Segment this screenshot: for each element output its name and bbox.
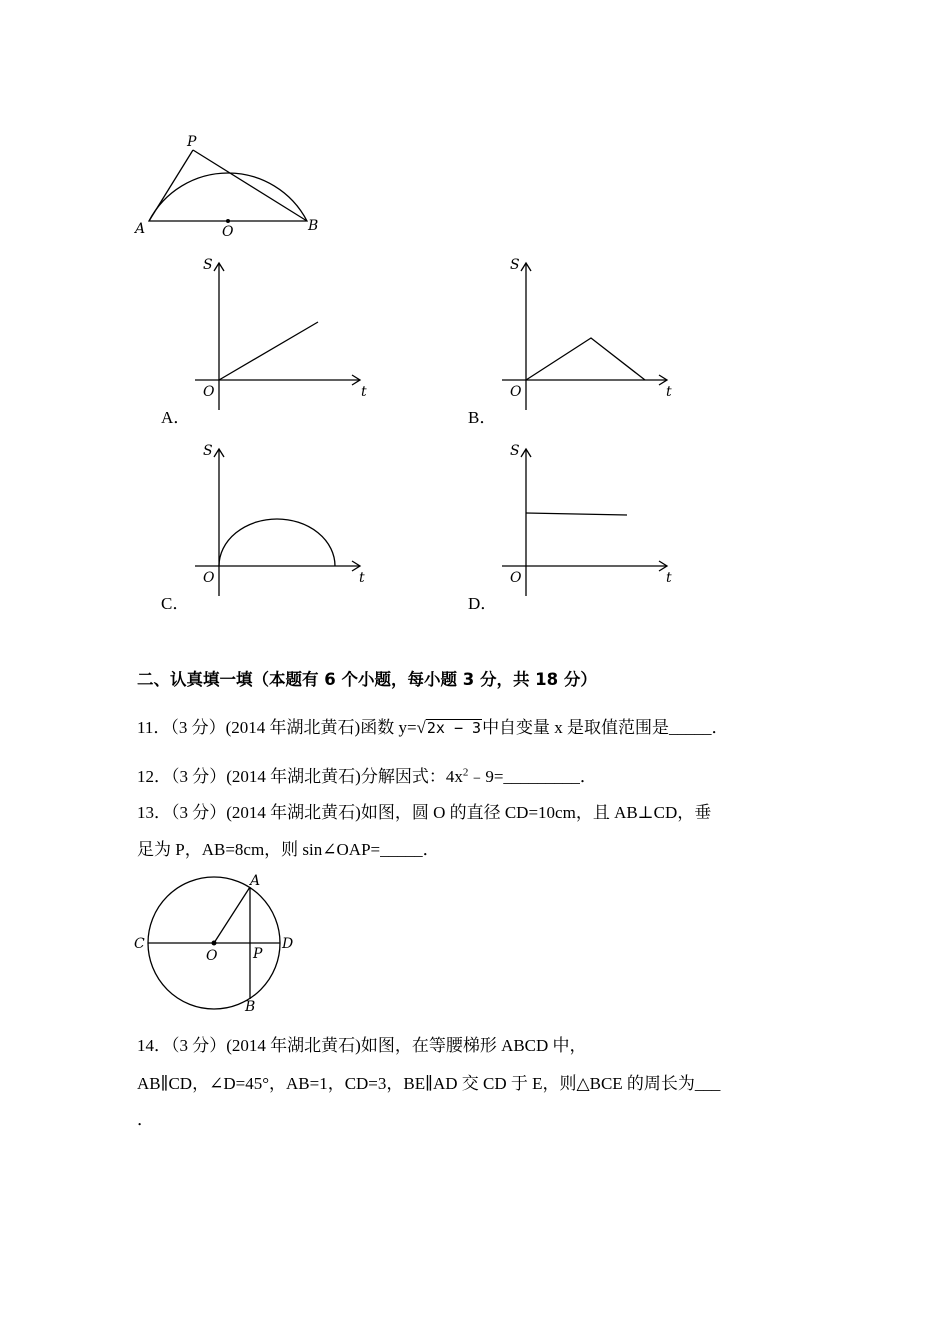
graph-d-line — [526, 513, 627, 515]
chord-ap — [149, 150, 193, 221]
graph-a — [195, 255, 375, 415]
q12-prefix: 12．（3 分）(2014 年湖北黄石)分解因式：4x — [137, 767, 463, 786]
label-b: B — [245, 999, 256, 1015]
axis-label-t: t — [361, 384, 367, 400]
label-p: P — [187, 134, 197, 150]
axis-label-s: S — [510, 257, 520, 273]
center-dot — [226, 219, 230, 223]
q11-radicand: 2x − 3 — [426, 719, 482, 737]
q11-suffix: 中自变量 x 是取值范围是_____． — [482, 718, 729, 737]
graph-a-line — [219, 322, 318, 380]
option-a-label: A． — [161, 408, 191, 427]
question-12 — [137, 762, 597, 787]
graph-b — [502, 255, 682, 415]
question-14-line1: 14．（3 分）(2014 年湖北黄石)如图，在等腰梯形 ABCD 中， — [137, 1036, 587, 1055]
label-b: B — [308, 218, 319, 234]
section-heading: 二、认真填一填（本题有 6 个小题，每小题 3 分，共 18 分） — [137, 670, 597, 689]
label-a: A — [135, 221, 146, 237]
graph-b-line — [526, 338, 645, 380]
graph-c-arc — [219, 519, 335, 566]
origin-label: O — [510, 384, 522, 400]
option-d-label: D． — [468, 594, 498, 613]
axis-label-t: t — [359, 570, 365, 586]
semicircle-arc — [149, 173, 307, 221]
label-a: A — [250, 873, 261, 889]
axis-label-t: t — [666, 384, 672, 400]
chord-pb — [193, 150, 307, 221]
question-13-line2: 足为 P，AB=8cm，则 sin∠OAP=_____． — [137, 840, 440, 859]
graph-c — [195, 441, 375, 601]
question-13-line1: 13．（3 分）(2014 年湖北黄石)如图，圆 O 的直径 CD=10cm，且 AB⊥CD，垂 — [137, 803, 712, 822]
origin-label: O — [510, 570, 522, 586]
label-p: P — [253, 946, 263, 962]
graph-d — [502, 441, 682, 601]
circle-figure — [130, 868, 310, 1018]
label-d: D — [282, 936, 294, 952]
q12-suffix: ﹣9=_________． — [468, 767, 597, 786]
label-c: C — [134, 936, 145, 952]
question-14-line2: AB∥CD，∠D=45°，AB=1，CD=3，BE∥AD 交 CD 于 E，则△BCE 的周长为___ — [137, 1074, 721, 1093]
segment-oa — [214, 887, 250, 943]
axis-label-s: S — [203, 257, 213, 273]
origin-label: O — [203, 570, 215, 586]
q11-sqrt-sign: √ — [416, 718, 426, 737]
axis-label-s: S — [203, 443, 213, 459]
center-dot — [212, 941, 217, 946]
label-o: O — [206, 948, 218, 964]
origin-label: O — [203, 384, 215, 400]
q12-exponent: 2 — [462, 766, 469, 779]
axis-label-t: t — [666, 570, 672, 586]
question-11 — [137, 713, 729, 738]
question-14-line3: ． — [137, 1110, 154, 1129]
axis-label-s: S — [510, 443, 520, 459]
q11-prefix: 11．（3 分）(2014 年湖北黄石)函数 y= — [137, 718, 417, 737]
semicircle-figure — [130, 130, 330, 240]
option-b-label: B． — [468, 408, 497, 427]
option-c-label: C． — [161, 594, 190, 613]
label-o: O — [222, 224, 234, 240]
